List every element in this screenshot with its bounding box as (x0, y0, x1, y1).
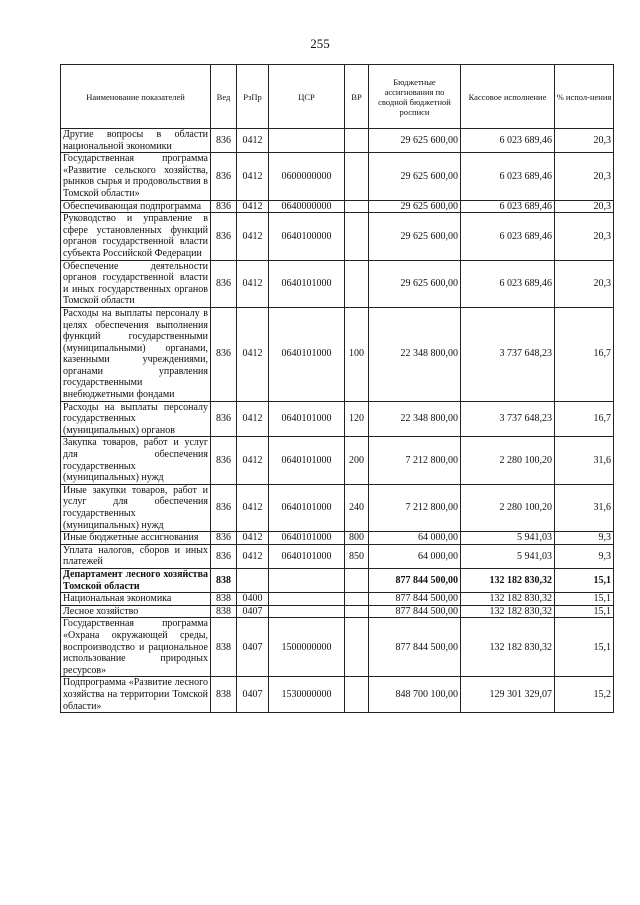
table-row (61, 213, 614, 260)
cell-vr: 240 (345, 484, 369, 531)
cell-budget: 7 212 800,00 (369, 437, 461, 484)
cell-rzpr: 0412 (237, 307, 269, 401)
cell-budget: 29 625 600,00 (369, 260, 461, 307)
cell-csr: 1500000000 (269, 618, 345, 677)
cell-rzpr: 0407 (237, 605, 269, 618)
cell-csr: 0640000000 (269, 200, 345, 213)
cell-budget: 22 348 800,00 (369, 401, 461, 437)
cell-vr (345, 213, 369, 260)
cell-name: Государственная программа «Охрана окружающей среды, воспроизводство и рациональное использование природных ресурсов» (61, 618, 211, 677)
cell-ved: 836 (211, 532, 237, 545)
cell-vr (345, 153, 369, 200)
cell-pct: 9,3 (555, 544, 614, 568)
table-row (61, 618, 614, 677)
cell-ved: 836 (211, 544, 237, 568)
table-row (61, 532, 614, 545)
cell-ved: 836 (211, 129, 237, 153)
header-rzpr: РзПр (237, 65, 269, 129)
header-cash: Кассовое исполнение (461, 65, 555, 129)
cell-vr (345, 677, 369, 713)
cell-pct: 20,3 (555, 260, 614, 307)
cell-rzpr: 0412 (237, 484, 269, 531)
cell-name: Расходы на выплаты персоналу государственных (муниципальных) органов (61, 401, 211, 437)
header-budget: Бюджетные ассигнования по сводной бюджетной росписи (369, 65, 461, 129)
cell-csr: 0640101000 (269, 532, 345, 545)
cell-csr (269, 593, 345, 606)
table-body (61, 129, 614, 713)
cell-csr (269, 568, 345, 592)
cell-cash: 132 182 830,32 (461, 593, 555, 606)
cell-name: Лесное хозяйство (61, 605, 211, 618)
cell-budget: 848 700 100,00 (369, 677, 461, 713)
table-header-row (61, 65, 614, 129)
cell-ved: 838 (211, 568, 237, 592)
cell-cash: 2 280 100,20 (461, 437, 555, 484)
cell-pct: 15,1 (555, 593, 614, 606)
cell-name: Закупка товаров, работ и услуг для обеспечения государственных (муниципальных) нужд (61, 437, 211, 484)
cell-cash: 6 023 689,46 (461, 129, 555, 153)
cell-csr: 0600000000 (269, 153, 345, 200)
cell-ved: 836 (211, 200, 237, 213)
cell-pct: 31,6 (555, 437, 614, 484)
cell-ved: 836 (211, 153, 237, 200)
cell-vr: 100 (345, 307, 369, 401)
budget-table (60, 64, 614, 713)
cell-name: Национальная экономика (61, 593, 211, 606)
table-row (61, 544, 614, 568)
cell-ved: 836 (211, 401, 237, 437)
cell-vr (345, 568, 369, 592)
table-row (61, 200, 614, 213)
cell-rzpr: 0412 (237, 129, 269, 153)
cell-pct: 15,1 (555, 618, 614, 677)
cell-pct: 9,3 (555, 532, 614, 545)
cell-rzpr: 0412 (237, 213, 269, 260)
cell-vr: 850 (345, 544, 369, 568)
cell-name: Департамент лесного хозяйства Томской области (61, 568, 211, 592)
cell-name: Подпрограмма «Развитие лесного хозяйства на территории Томской области» (61, 677, 211, 713)
cell-pct: 20,3 (555, 200, 614, 213)
table-row (61, 605, 614, 618)
cell-rzpr: 0407 (237, 618, 269, 677)
cell-rzpr: 0412 (237, 532, 269, 545)
cell-rzpr: 0412 (237, 260, 269, 307)
cell-vr (345, 260, 369, 307)
cell-pct: 20,3 (555, 129, 614, 153)
cell-pct: 31,6 (555, 484, 614, 531)
header-csr: ЦСР (269, 65, 345, 129)
cell-pct: 15,1 (555, 605, 614, 618)
cell-rzpr: 0400 (237, 593, 269, 606)
cell-vr: 200 (345, 437, 369, 484)
cell-pct: 16,7 (555, 401, 614, 437)
cell-pct: 16,7 (555, 307, 614, 401)
cell-cash: 6 023 689,46 (461, 260, 555, 307)
cell-budget: 29 625 600,00 (369, 200, 461, 213)
cell-pct: 20,3 (555, 153, 614, 200)
cell-vr: 120 (345, 401, 369, 437)
cell-vr: 800 (345, 532, 369, 545)
cell-cash: 6 023 689,46 (461, 200, 555, 213)
cell-rzpr: 0412 (237, 437, 269, 484)
cell-pct: 20,3 (555, 213, 614, 260)
cell-budget: 29 625 600,00 (369, 153, 461, 200)
cell-cash: 132 182 830,32 (461, 605, 555, 618)
cell-ved: 836 (211, 213, 237, 260)
header-name: Наименование показателей (61, 65, 211, 129)
cell-budget: 22 348 800,00 (369, 307, 461, 401)
cell-budget: 64 000,00 (369, 532, 461, 545)
cell-cash: 5 941,03 (461, 544, 555, 568)
header-vr: ВР (345, 65, 369, 129)
cell-name: Руководство и управление в сфере установленных функций органов государственной власти субъекта Российской Федерации (61, 213, 211, 260)
cell-ved: 838 (211, 677, 237, 713)
cell-cash: 2 280 100,20 (461, 484, 555, 531)
cell-rzpr: 0412 (237, 401, 269, 437)
table-row (61, 307, 614, 401)
cell-csr: 0640101000 (269, 544, 345, 568)
cell-rzpr: 0412 (237, 153, 269, 200)
cell-vr (345, 605, 369, 618)
table-row (61, 401, 614, 437)
page-number: 255 (310, 36, 330, 51)
cell-name: Другие вопросы в области национальной экономики (61, 129, 211, 153)
cell-ved: 836 (211, 484, 237, 531)
cell-csr: 0640100000 (269, 213, 345, 260)
table-row (61, 484, 614, 531)
cell-csr: 0640101000 (269, 437, 345, 484)
cell-ved: 838 (211, 605, 237, 618)
cell-name: Обеспечение деятельности органов государственной власти и иных государственных органов Томской области (61, 260, 211, 307)
cell-ved: 836 (211, 307, 237, 401)
cell-csr (269, 605, 345, 618)
cell-csr (269, 129, 345, 153)
cell-cash: 6 023 689,46 (461, 153, 555, 200)
cell-cash: 129 301 329,07 (461, 677, 555, 713)
cell-cash: 6 023 689,46 (461, 213, 555, 260)
cell-rzpr: 0412 (237, 200, 269, 213)
cell-name: Уплата налогов, сборов и иных платежей (61, 544, 211, 568)
cell-csr: 0640101000 (269, 401, 345, 437)
cell-budget: 7 212 800,00 (369, 484, 461, 531)
cell-name: Иные закупки товаров, работ и услуг для обеспечения государственных (муниципальных) нужд (61, 484, 211, 531)
cell-rzpr: 0407 (237, 677, 269, 713)
cell-name: Обеспечивающая подпрограмма (61, 200, 211, 213)
cell-budget: 877 844 500,00 (369, 618, 461, 677)
cell-pct: 15,2 (555, 677, 614, 713)
table-row (61, 568, 614, 592)
table-row (61, 153, 614, 200)
cell-name: Иные бюджетные ассигнования (61, 532, 211, 545)
cell-pct: 15,1 (555, 568, 614, 592)
table-row (61, 593, 614, 606)
cell-csr: 1530000000 (269, 677, 345, 713)
cell-budget: 64 000,00 (369, 544, 461, 568)
cell-budget: 877 844 500,00 (369, 593, 461, 606)
table-row (61, 129, 614, 153)
cell-cash: 3 737 648,23 (461, 307, 555, 401)
cell-vr (345, 200, 369, 213)
cell-name: Государственная программа «Развитие сельского хозяйства, рынков сырья и продовольствия в Томской области» (61, 153, 211, 200)
cell-ved: 838 (211, 593, 237, 606)
cell-rzpr: 0412 (237, 544, 269, 568)
cell-cash: 5 941,03 (461, 532, 555, 545)
cell-cash: 132 182 830,32 (461, 568, 555, 592)
cell-ved: 836 (211, 260, 237, 307)
header-ved: Вед (211, 65, 237, 129)
cell-ved: 838 (211, 618, 237, 677)
cell-cash: 3 737 648,23 (461, 401, 555, 437)
cell-budget: 877 844 500,00 (369, 568, 461, 592)
cell-vr (345, 618, 369, 677)
header-pct: % испол-нения (555, 65, 614, 129)
cell-cash: 132 182 830,32 (461, 618, 555, 677)
cell-vr (345, 129, 369, 153)
cell-csr: 0640101000 (269, 307, 345, 401)
cell-rzpr (237, 568, 269, 592)
table-row (61, 437, 614, 484)
table-row (61, 677, 614, 713)
cell-budget: 29 625 600,00 (369, 129, 461, 153)
cell-csr: 0640101000 (269, 260, 345, 307)
table-row (61, 260, 614, 307)
cell-name: Расходы на выплаты персоналу в целях обеспечения выполнения функций государственными (муниципальными) органами, казенными учреждениями, органами управления государственными внебюджетными фондами (61, 307, 211, 401)
cell-vr (345, 593, 369, 606)
cell-budget: 29 625 600,00 (369, 213, 461, 260)
cell-ved: 836 (211, 437, 237, 484)
cell-csr: 0640101000 (269, 484, 345, 531)
cell-budget: 877 844 500,00 (369, 605, 461, 618)
